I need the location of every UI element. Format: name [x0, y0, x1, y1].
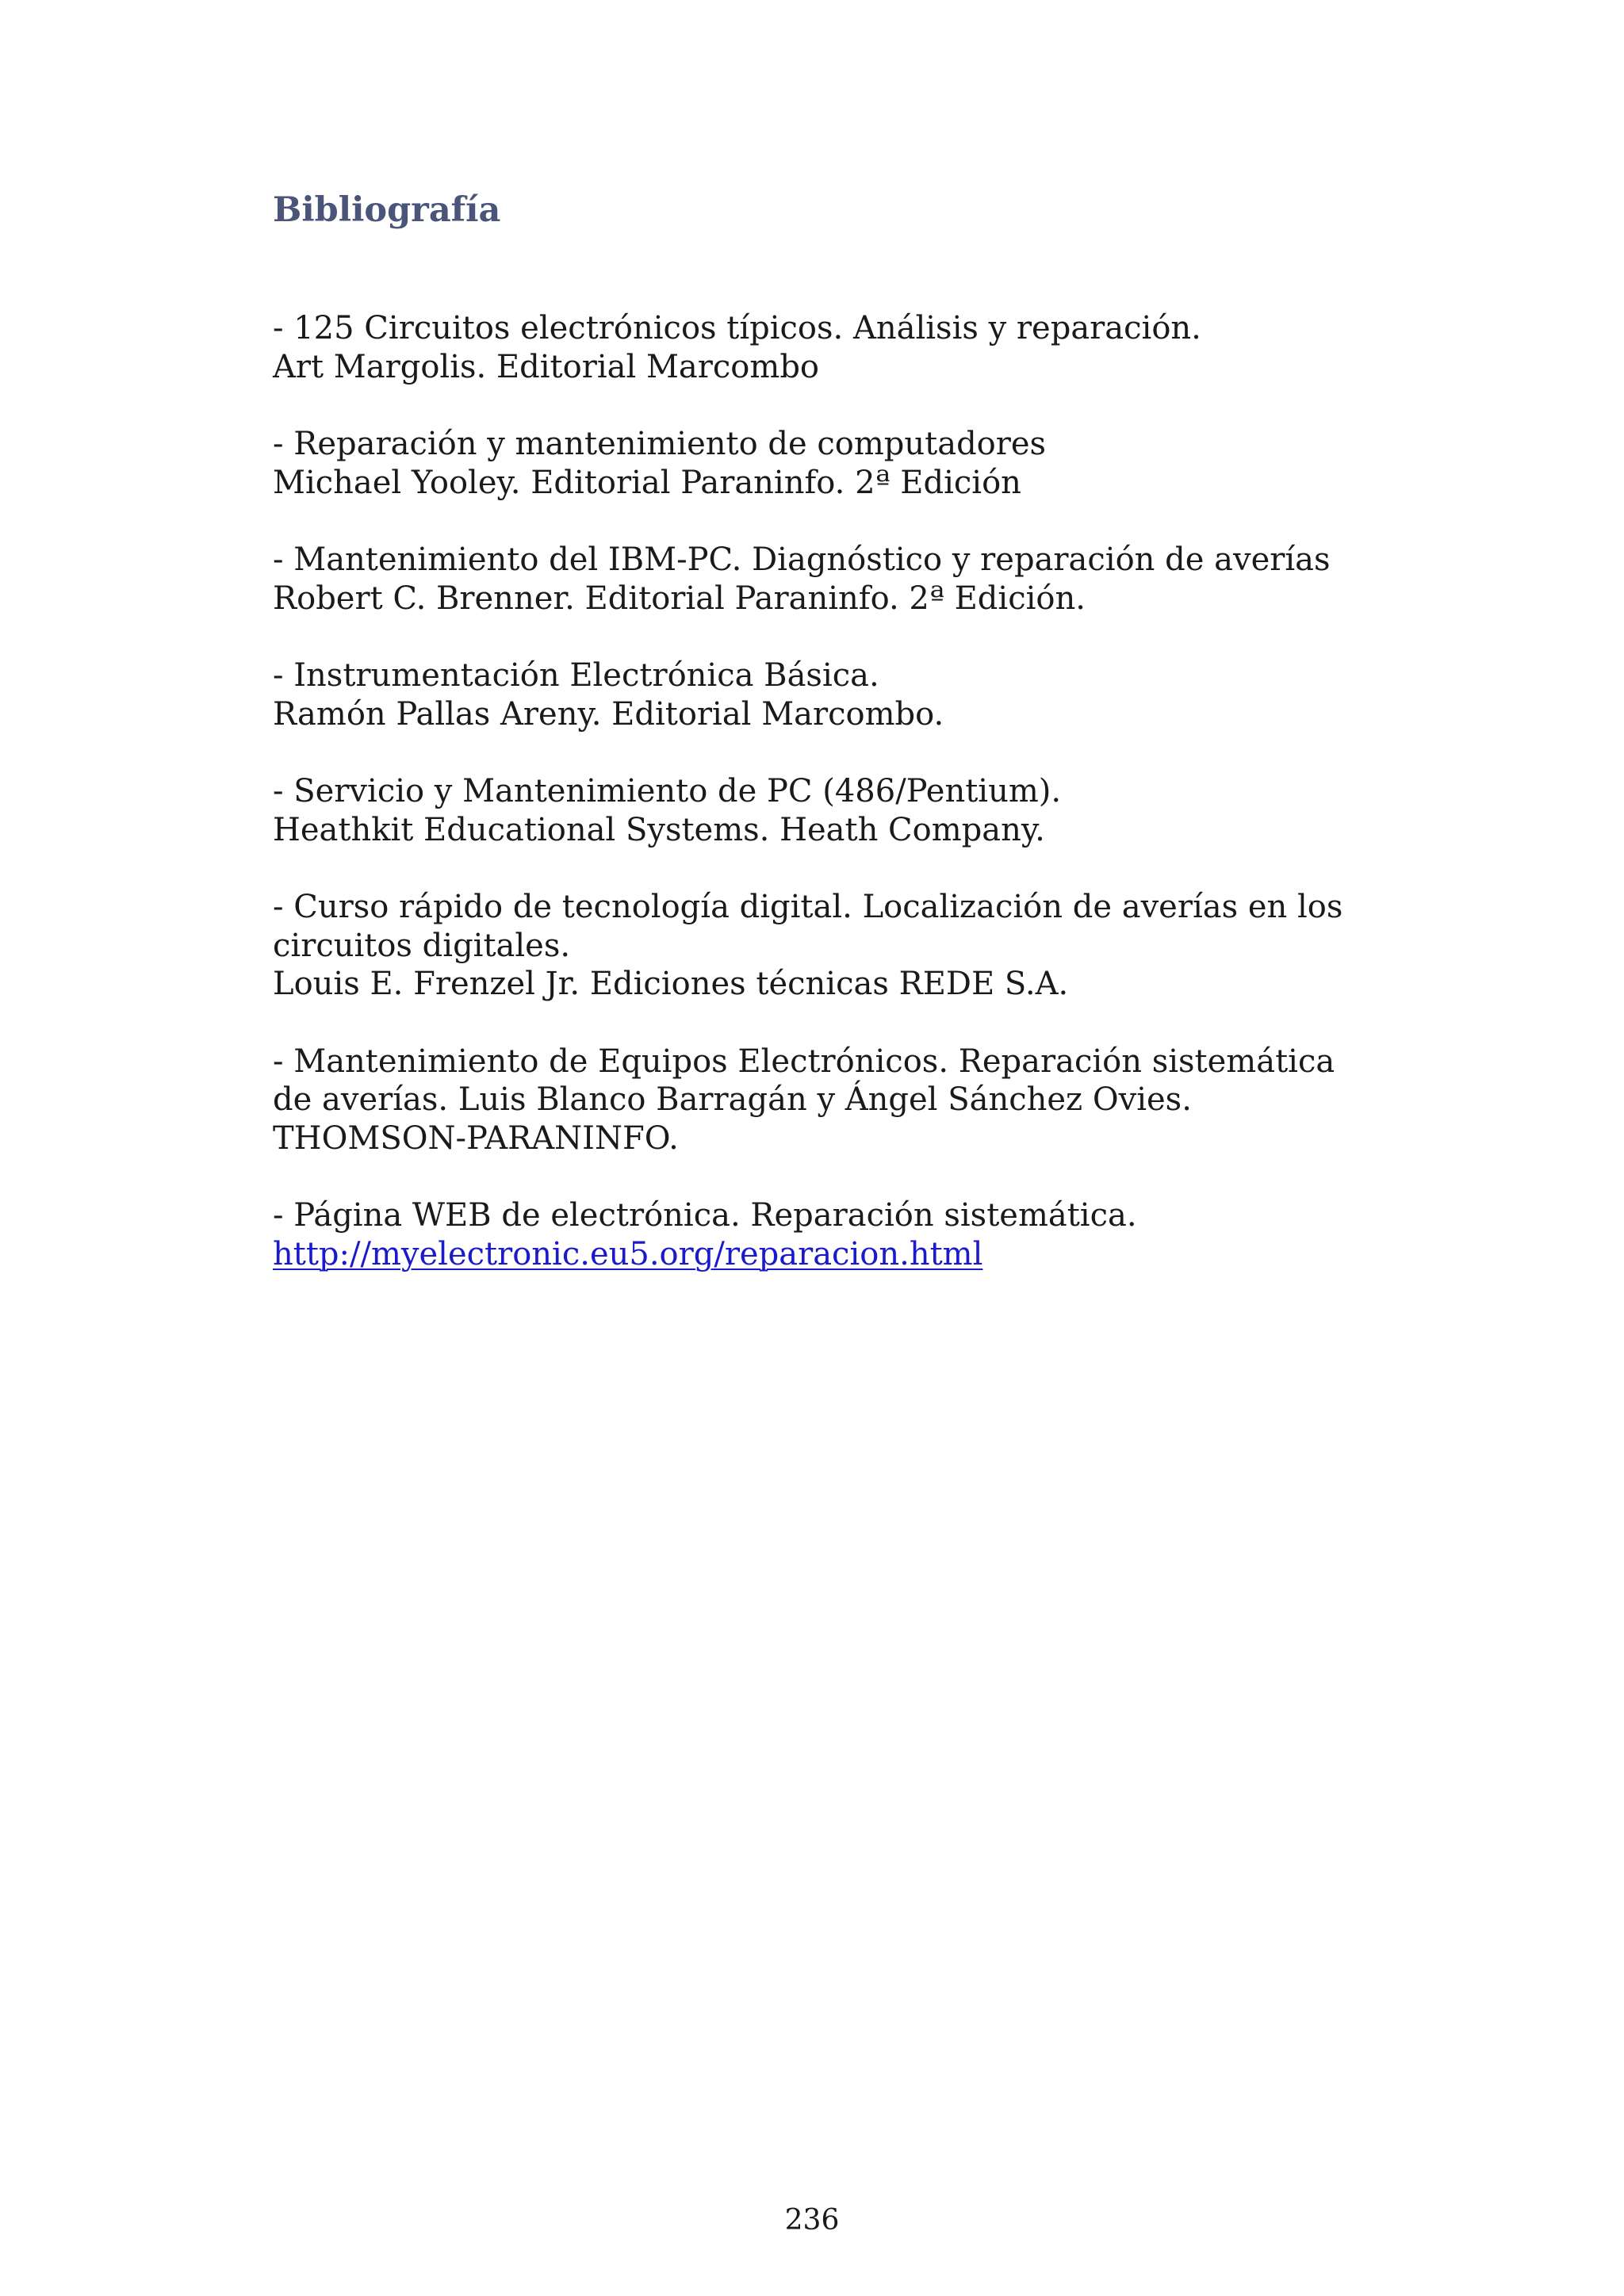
- page-number: 236: [784, 2204, 840, 2237]
- bibliography-entry: [273, 1043, 1367, 1158]
- entry-author-line: Art Margolis. Editorial Marcombo: [273, 348, 820, 385]
- entry-author-line: de averías. Luis Blanco Barragán y Ángel Sánchez Ovies.: [273, 1081, 1192, 1118]
- bibliography-entry: [273, 772, 1367, 849]
- entry-author-line: Heathkit Educational Systems. Heath Company.: [273, 811, 1045, 848]
- bibliography-entry: [273, 541, 1367, 618]
- entry-title-line: - Servicio y Mantenimiento de PC (486/Pentium).: [273, 773, 1062, 809]
- entry-author-line: Ramón Pallas Areny. Editorial Marcombo.: [273, 695, 944, 733]
- page-title: Bibliografía: [273, 190, 501, 230]
- entry-title-line: circuitos digitales.: [273, 927, 571, 964]
- entry-title-line: - Instrumentación Electrónica Básica.: [273, 657, 879, 694]
- entry-publisher-line: THOMSON-PARANINFO.: [273, 1119, 679, 1157]
- bibliography-list: [273, 309, 1367, 1312]
- entry-author-line: Louis E. Frenzel Jr. Ediciones técnicas REDE S.A.: [273, 966, 1069, 1002]
- bibliography-entry: [273, 1196, 1367, 1273]
- entry-author-line: Michael Yooley. Editorial Paraninfo. 2ª Edición: [273, 464, 1021, 501]
- entry-title-line: - 125 Circuitos electrónicos típicos. Análisis y reparación.: [273, 310, 1201, 346]
- entry-link-line: [273, 1235, 1367, 1274]
- bibliography-entry: [273, 888, 1367, 1004]
- bibliography-entry: [273, 656, 1367, 733]
- bibliography-entry: [273, 309, 1367, 386]
- entry-author-line: Robert C. Brenner. Editorial Paraninfo. 2ª Edición.: [273, 580, 1086, 617]
- entry-title-line: - Mantenimiento del IBM-PC. Diagnóstico y reparación de averías: [273, 541, 1331, 578]
- entry-title-line: - Mantenimiento de Equipos Electrónicos. Reparación sistemática: [273, 1043, 1335, 1080]
- entry-title-line: - Curso rápido de tecnología digital. Localización de averías en los: [273, 889, 1343, 925]
- entry-title-line: - Reparación y mantenimiento de computadores: [273, 426, 1047, 462]
- bibliography-entry: [273, 425, 1367, 502]
- entry-title-line: - Página WEB de electrónica. Reparación sistemática.: [273, 1197, 1137, 1234]
- website-link[interactable]: http://myelectronic.eu5.org/reparacion.html: [273, 1235, 983, 1272]
